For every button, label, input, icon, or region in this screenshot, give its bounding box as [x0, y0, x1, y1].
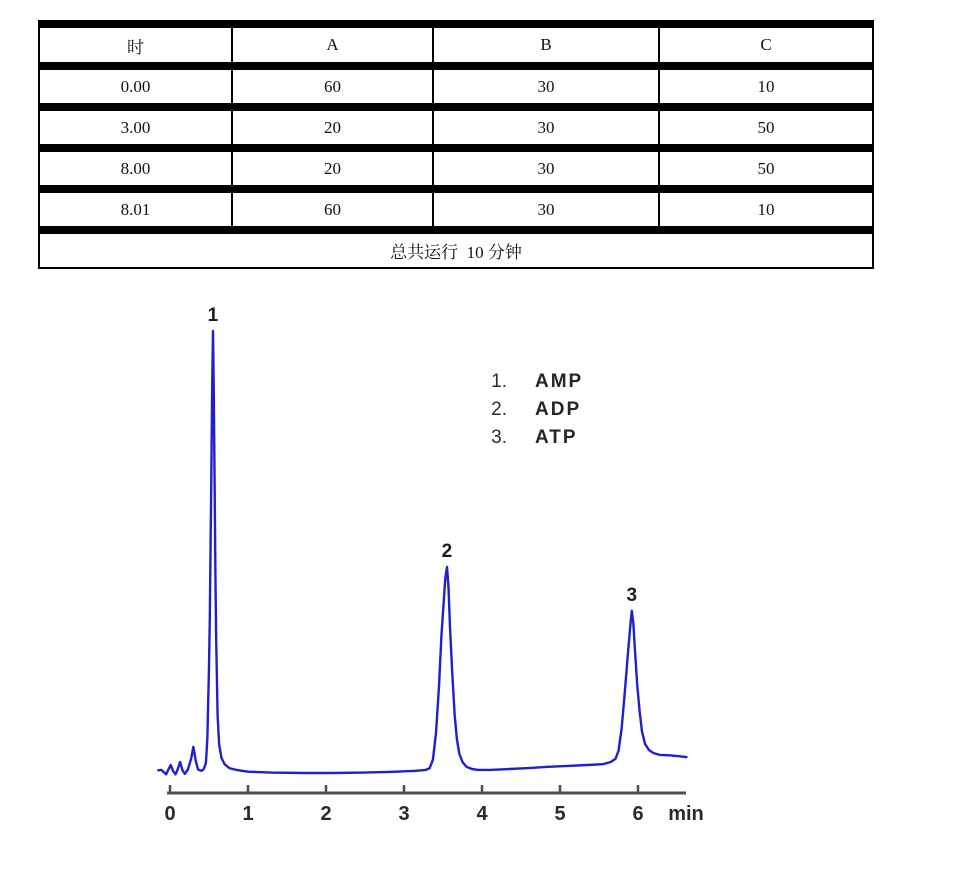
legend-item-amp [481, 368, 583, 396]
svg-text:min: min [668, 803, 704, 825]
table-cell: 0.00 [40, 70, 233, 103]
col-header-b: B [434, 28, 660, 62]
legend-number: 2. [491, 399, 507, 420]
svg-text:0: 0 [164, 803, 176, 825]
table-cell: 30 [434, 193, 660, 226]
table-cell: 30 [434, 111, 660, 144]
col-header-time: 时 [40, 28, 233, 62]
svg-text:2: 2 [320, 803, 332, 825]
table-cell: 60 [233, 70, 434, 103]
peak-number-labels [208, 305, 637, 606]
table-cell: 50 [757, 158, 775, 178]
col-header-c: C [760, 35, 772, 54]
svg-text:6: 6 [632, 803, 644, 825]
legend-number: 1. [491, 371, 507, 392]
table-cell: 8.01 [40, 193, 233, 226]
legend-label: AMP [535, 371, 584, 392]
table-cell: 20 [233, 152, 434, 185]
table-cell: 10 [757, 199, 775, 219]
table-cell: 10 [757, 76, 775, 96]
table-cell: 3.00 [40, 111, 233, 144]
svg-text:3: 3 [626, 584, 638, 606]
legend-number: 3. [491, 427, 507, 448]
table-cell: 30 [434, 70, 660, 103]
table-cell: 8.00 [40, 152, 233, 185]
legend-item-adp [481, 396, 583, 424]
table-cell: 20 [233, 111, 434, 144]
col-header-a: A [233, 28, 434, 62]
table-cell: 60 [233, 193, 434, 226]
svg-text:2: 2 [441, 541, 453, 563]
table-cell: 50 [757, 117, 775, 137]
svg-text:1: 1 [207, 305, 219, 326]
legend-label: ADP [535, 399, 582, 420]
peak-legend [481, 368, 583, 452]
svg-text:5: 5 [554, 803, 566, 825]
legend-item-atp [481, 424, 583, 452]
total-runtime-note: 总共运行 10 分钟 [390, 243, 522, 262]
svg-text:4: 4 [476, 803, 488, 825]
svg-text:3: 3 [398, 803, 410, 825]
table-cell: 30 [434, 152, 660, 185]
chromatogram-trace [158, 331, 686, 774]
svg-text:1: 1 [242, 803, 254, 825]
x-axis-tick-labels [164, 803, 703, 825]
legend-label: ATP [535, 427, 578, 448]
